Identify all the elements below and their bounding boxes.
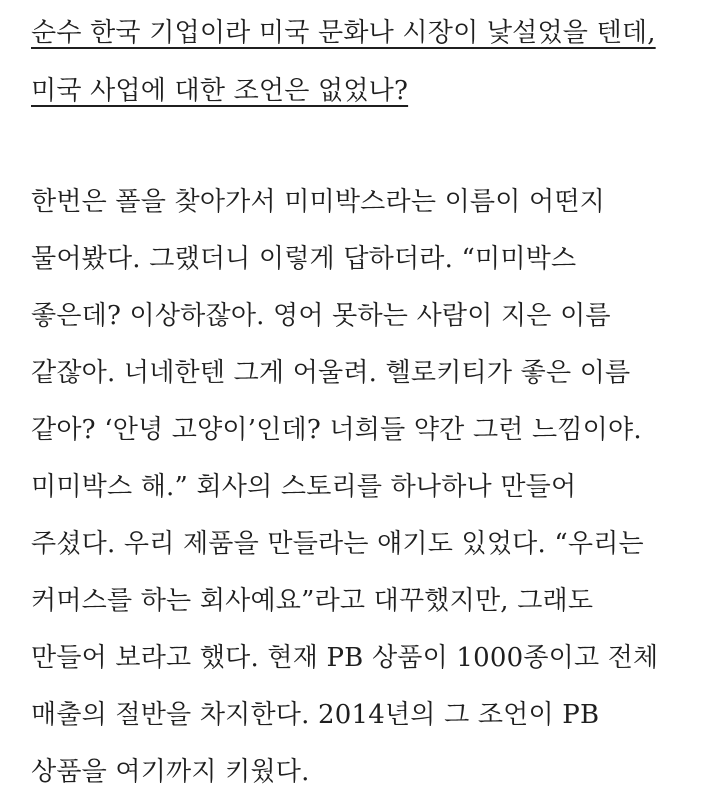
answer-line: 주셨다. 우리 제품을 만들라는 얘기도 있었다. “우리는 bbox=[31, 529, 644, 559]
answer-line: 같아? ‘안녕 고양이’인데? 너희들 약간 그런 느낌이야. bbox=[31, 415, 642, 445]
question-line-text: 미국 사업에 대한 조언은 없었나? bbox=[31, 76, 409, 106]
answer-line: 같잖아. 너네한텐 그게 어울려. 헬로키티가 좋은 이름 bbox=[31, 358, 631, 388]
question-line bbox=[31, 74, 408, 108]
answer-line: 한번은 폴을 찾아가서 미미박스라는 이름이 어떤지 bbox=[31, 187, 605, 217]
answer-line: 미미박스 해.” 회사의 스토리를 하나하나 만들어 bbox=[31, 472, 577, 502]
answer-line: 커머스를 하는 회사예요”라고 대꾸했지만, 그래도 bbox=[31, 586, 594, 616]
answer-line: 매출의 절반을 차지한다. 2014년의 그 조언이 PB bbox=[31, 700, 600, 730]
answer-line: 물어봤다. 그랬더니 이렇게 답하더라. “미미박스 bbox=[31, 244, 577, 274]
question-line-text: 순수 한국 기업이라 미국 문화나 시장이 낯설었을 텐데, bbox=[31, 18, 656, 48]
answer-line: 상품을 여기까지 키웠다. bbox=[31, 757, 310, 787]
answer-line: 만들어 보라고 했다. 현재 PB 상품이 1000종이고 전체 bbox=[31, 643, 659, 673]
answer-line: 좋은데? 이상하잖아. 영어 못하는 사람이 지은 이름 bbox=[31, 301, 611, 331]
question-line bbox=[31, 16, 656, 50]
